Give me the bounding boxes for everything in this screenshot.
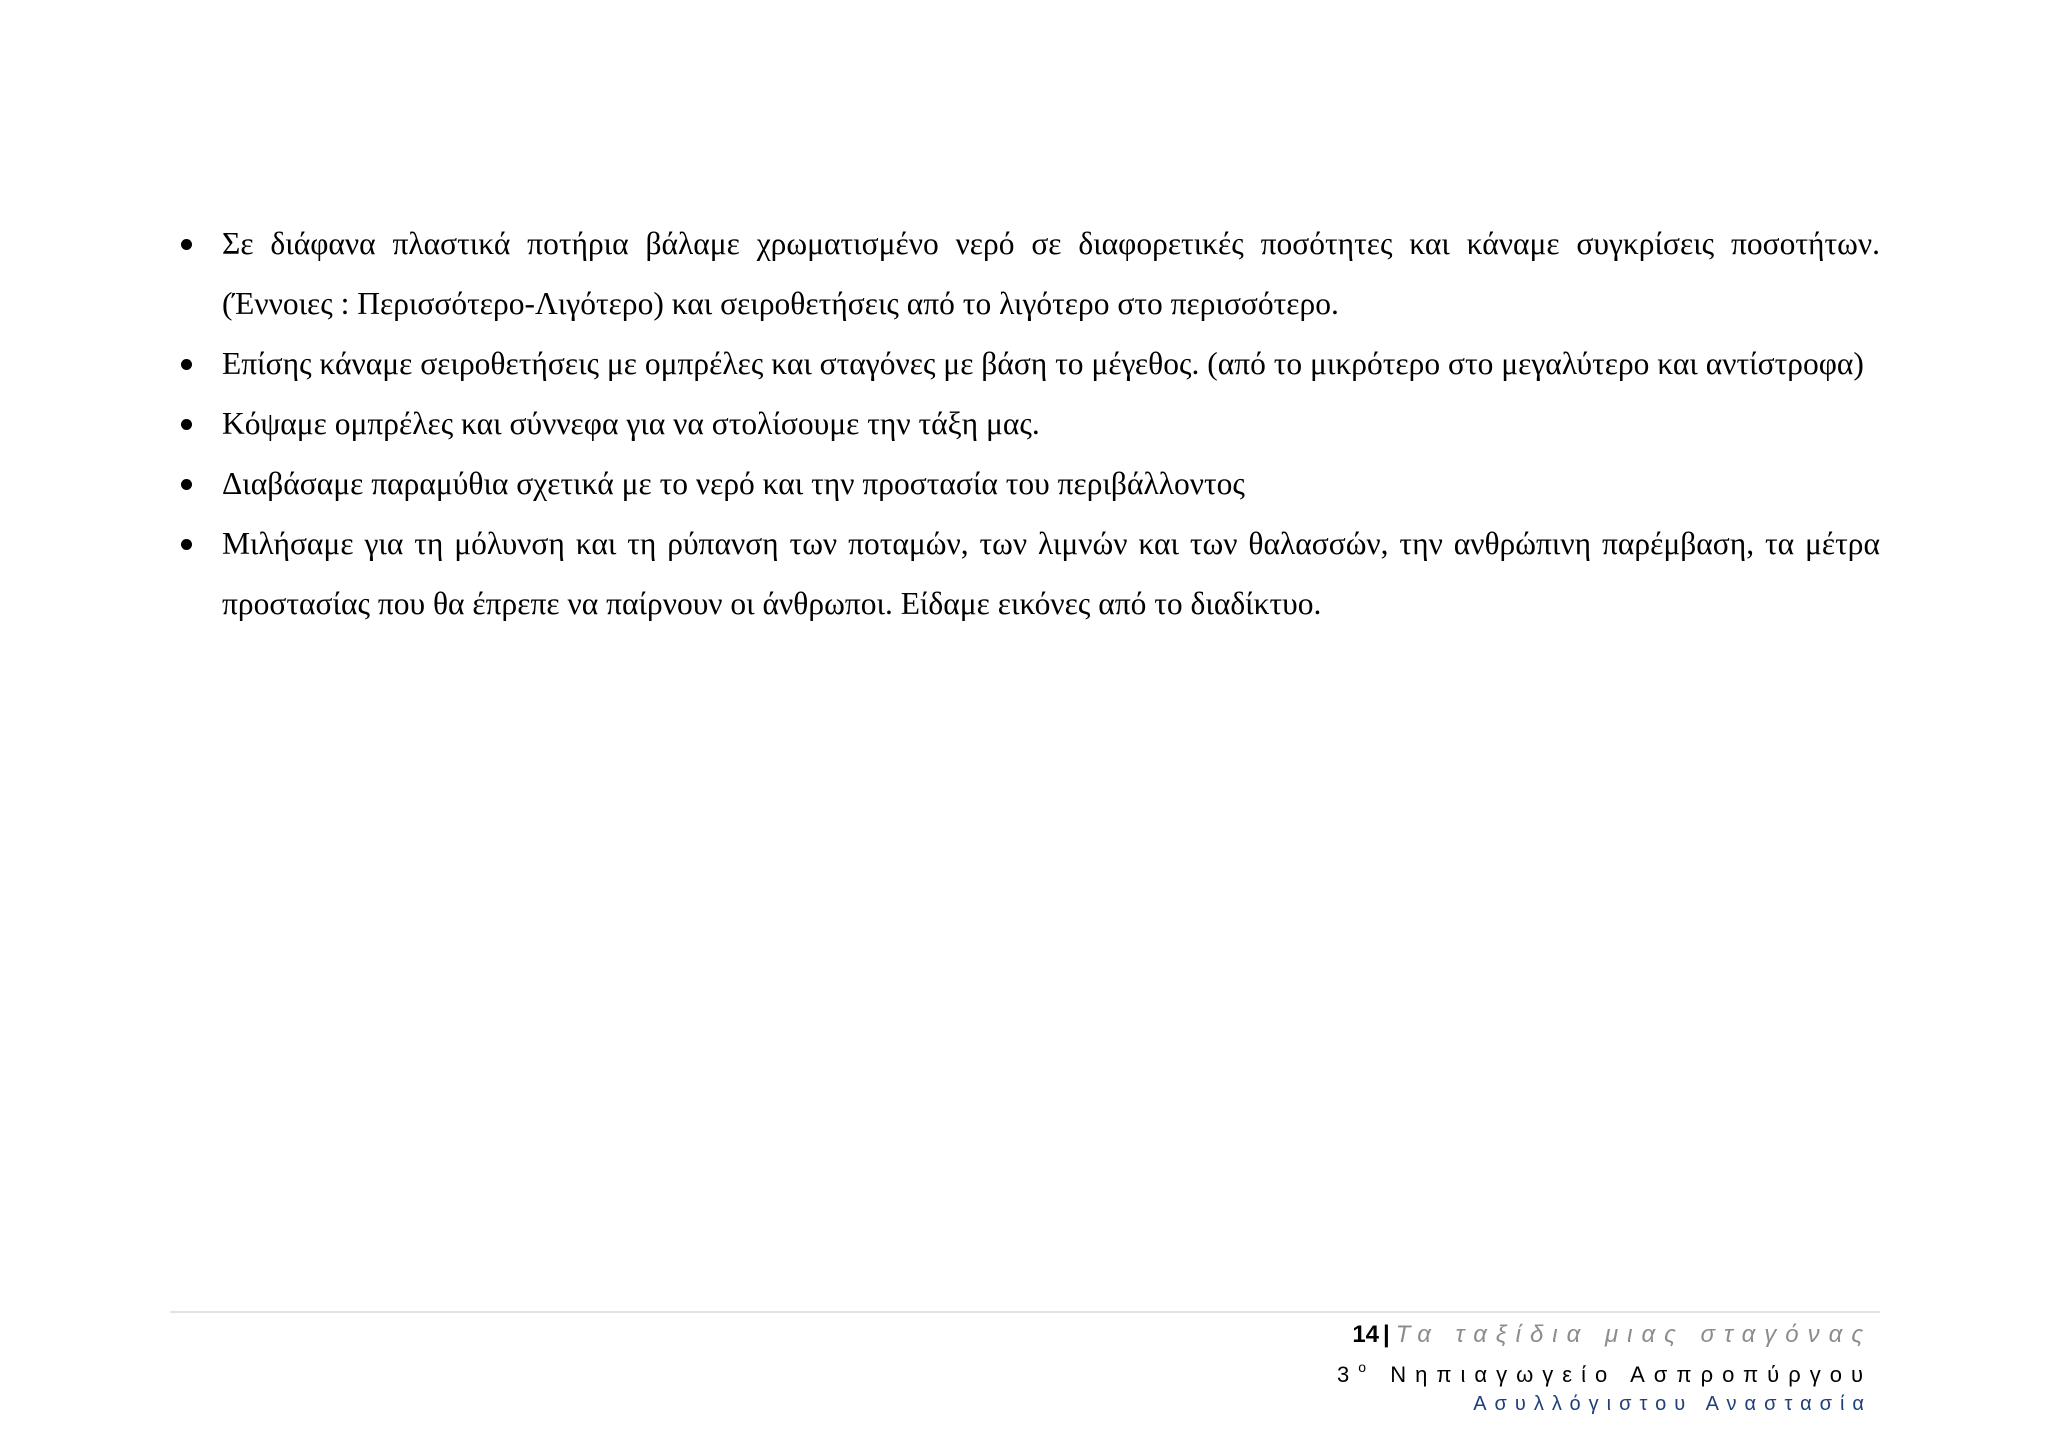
bullet-text: Μιλήσαμε για τη μόλυνση και τη ρύπανση των ποταμών, των λιμνών και των θαλασσών, την ανθρώπινη παρέμβαση, τα μέτρα προστασίας που θα έπρεπε να παίρνουν οι άνθρωποι. Είδαμε εικόνες από το διαδίκτυο. [222, 526, 1880, 621]
bullet-dot-icon [181, 419, 192, 430]
bullet-text: Διαβάσαμε παραμύθια σχετικά με το νερό και την προστασία του περιβάλλοντος [222, 466, 1245, 501]
bullet-item [170, 454, 1880, 514]
bullet-item [170, 334, 1880, 394]
footer-title-line [1337, 1318, 1872, 1352]
document-title: Τα ταξίδια μιας σταγόνας [1395, 1321, 1872, 1348]
page-number: 14 [1352, 1321, 1380, 1348]
author-name: Ασυλλόγιστου Αναστασία [1473, 1393, 1872, 1415]
school-name: Νηπιαγωγείο Ασπροπύργου [1390, 1362, 1872, 1387]
footer-separator: | [1383, 1321, 1390, 1348]
bullet-item [170, 394, 1880, 454]
bullet-item [170, 514, 1880, 634]
footer-divider [170, 1311, 1880, 1313]
school-number: 3 [1337, 1362, 1359, 1387]
bullet-dot-icon [181, 539, 192, 550]
bullet-dot-icon [181, 479, 192, 490]
footer-author-line [1337, 1390, 1872, 1418]
page-body [170, 214, 1880, 634]
page-footer [1337, 1318, 1872, 1418]
bullet-dot-icon [181, 359, 192, 370]
footer-school-line [1337, 1352, 1872, 1390]
bullet-text: Σε διάφανα πλαστικά ποτήρια βάλαμε χρωματισμένο νερό σε διαφορετικές ποσότητες και κάναμε συγκρίσεις ποσοτήτων. (Έννοιες : Περισσότερο-Λιγότερο) και σειροθετήσεις από το λιγότερο στο περισσότερο. [222, 226, 1880, 321]
activity-bullet-list [170, 214, 1880, 634]
bullet-item [170, 214, 1880, 334]
bullet-text: Κόψαμε ομπρέλες και σύννεφα για να στολίσουμε την τάξη μας. [222, 406, 1040, 441]
bullet-text: Επίσης κάναμε σειροθετήσεις με ομπρέλες και σταγόνες με βάση το μέγεθος. (από το μικρότερο στο μεγαλύτερο και αντίστροφα) [222, 346, 1864, 381]
school-ordinal: ο [1358, 1359, 1376, 1375]
bullet-dot-icon [181, 239, 192, 250]
